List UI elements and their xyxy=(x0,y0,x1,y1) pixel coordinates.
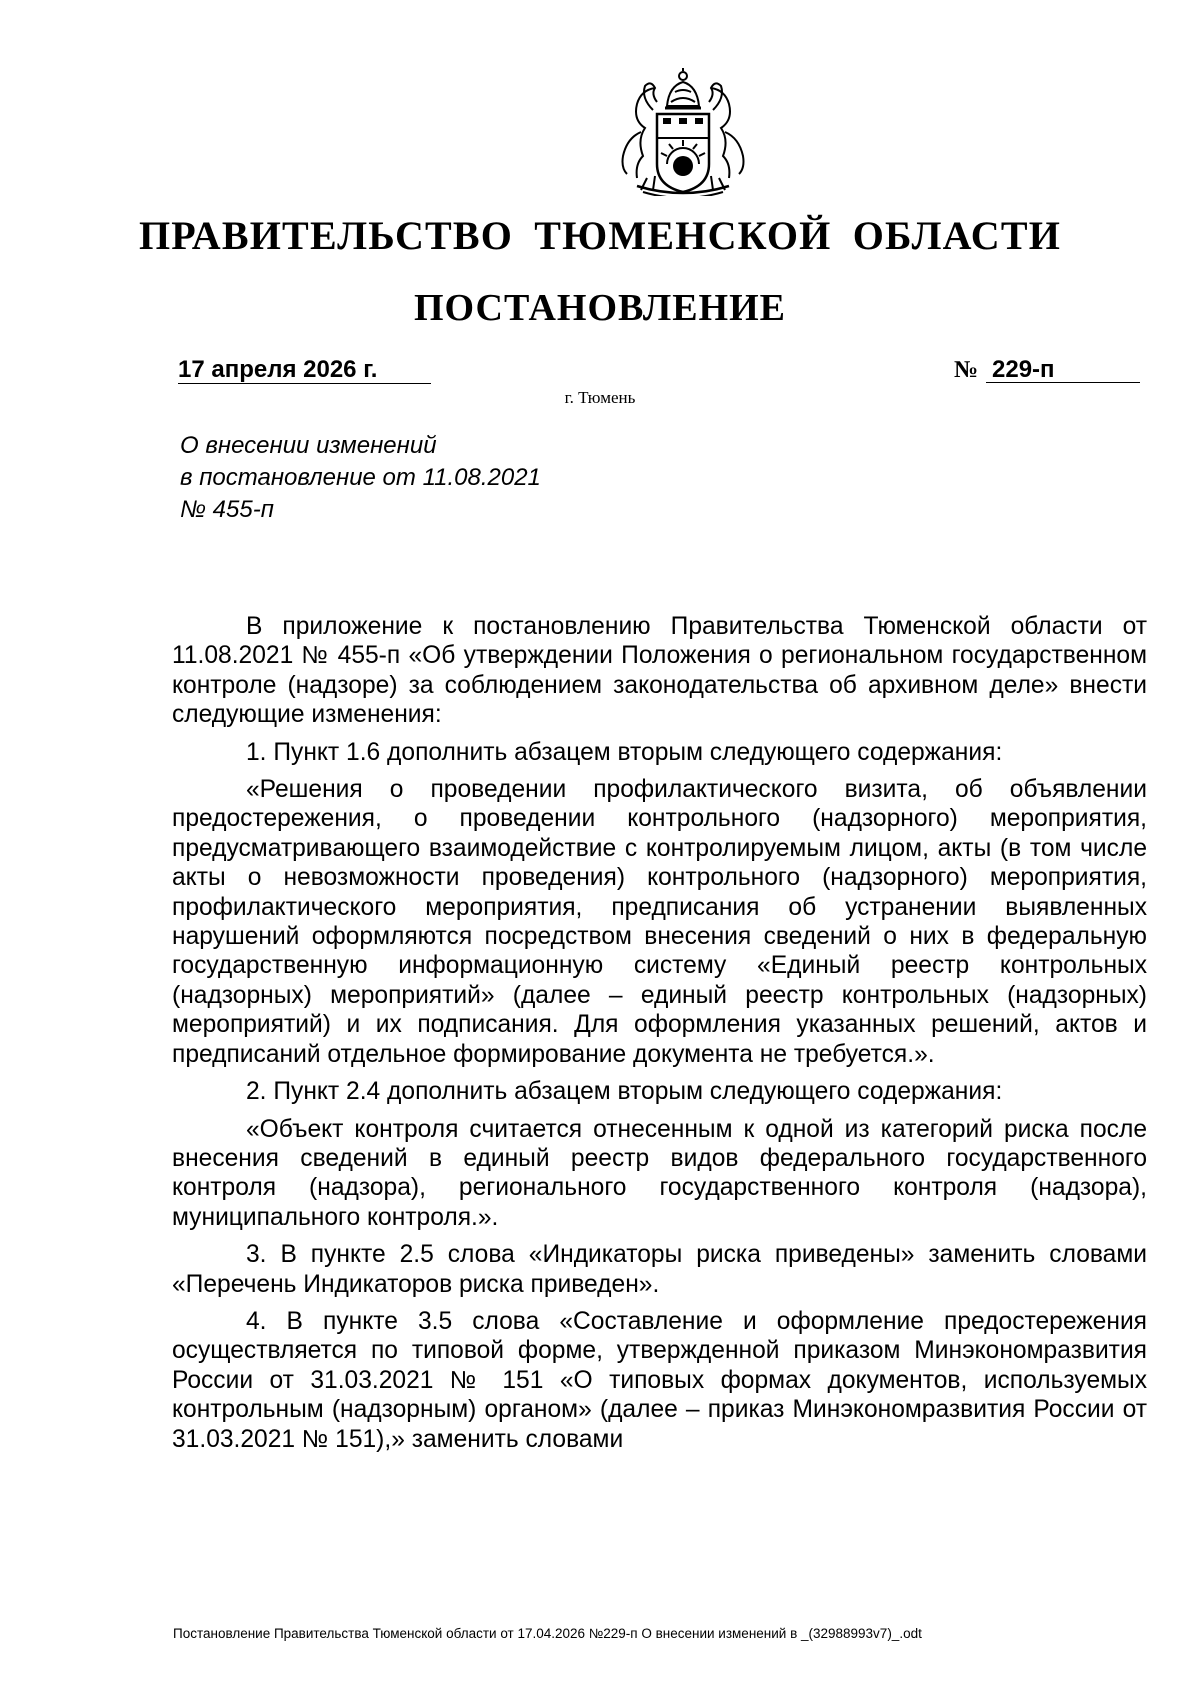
number-sign: № xyxy=(954,357,979,383)
body-paragraph: В приложение к постановлению Правительства Тюменской области от 11.08.2021 № 455-п «Об утверждении Положения о региональном государственном контроле (надзоре) за соблюдением законодательства об архивном деле» внести следующие изменения: xyxy=(172,613,1147,729)
subject-line: № 455-п xyxy=(180,496,274,523)
page-footer: Постановление Правительства Тюменской области от 17.04.2026 №229-п О внесении изменений в _(32988993v7)_.odt xyxy=(173,1626,922,1641)
body-paragraph: 2. Пункт 2.4 дополнить абзацем вторым следующего содержания: xyxy=(246,1078,1003,1106)
body-paragraph: 1. Пункт 1.6 дополнить абзацем вторым следующего содержания: xyxy=(246,738,1003,766)
body-paragraph: «Объект контроля считается отнесенным к одной из категорий риска после внесения сведений в единый реестр видов федерального государственного контроля (надзора), регионального государственного контроля (надзора), муниципального контроля.». xyxy=(172,1115,1147,1231)
document-city: г. Тюмень xyxy=(564,388,636,407)
coat-of-arms-icon xyxy=(597,68,769,196)
document-number: 229-п xyxy=(986,357,1140,383)
document-subject xyxy=(180,430,640,526)
body-paragraph: 4. В пункте 3.5 слова «Составление и оформление предостережения осуществляется по типовой форме, утвержденной приказом Минэкономразвития России от 31.03.2021 № 151 «О типовых формах документов, используемых контрольным (надзорным) органом» (далее – приказ Минэкономразвития России от 31.03.2021 № 151),» заменить словами xyxy=(172,1307,1147,1453)
body-paragraph: 3. В пункте 2.5 слова «Индикаторы риска приведены» заменить словами «Перечень Индикаторов риска приведен». xyxy=(172,1241,1147,1298)
body-paragraph: «Решения о проведении профилактического визита, об объявлении предостережения, о проведении контрольного (надзорного) мероприятия, предусматривающего взаимодействие с контролируемым лицом, акты (в том числе акты о невозможности проведения) контрольного (надзорного) мероприятия, профилактического мероприятия, предписания об устранении выявленных нарушений оформляются посредством внесения сведений о них в федеральную государственную информационную систему «Единый реестр контрольных (надзорных) мероприятий» (далее – единый реестр контрольных (надзорных) мероприятий) и их подписания. Для оформления указанных решений, актов и предписаний отдельное формирование документа не требуется.». xyxy=(172,776,1147,1068)
document-date: 17 апреля 2026 г. xyxy=(178,357,431,384)
document-type: ПОСТАНОВЛЕНИЕ xyxy=(413,287,787,329)
organization-title: ПРАВИТЕЛЬСТВО ТЮМЕНСКОЙ ОБЛАСТИ xyxy=(138,213,1062,258)
document-body xyxy=(172,612,1147,1462)
subject-line: О внесении изменений xyxy=(180,432,437,459)
subject-line: в постановление от 11.08.2021 xyxy=(180,464,541,491)
